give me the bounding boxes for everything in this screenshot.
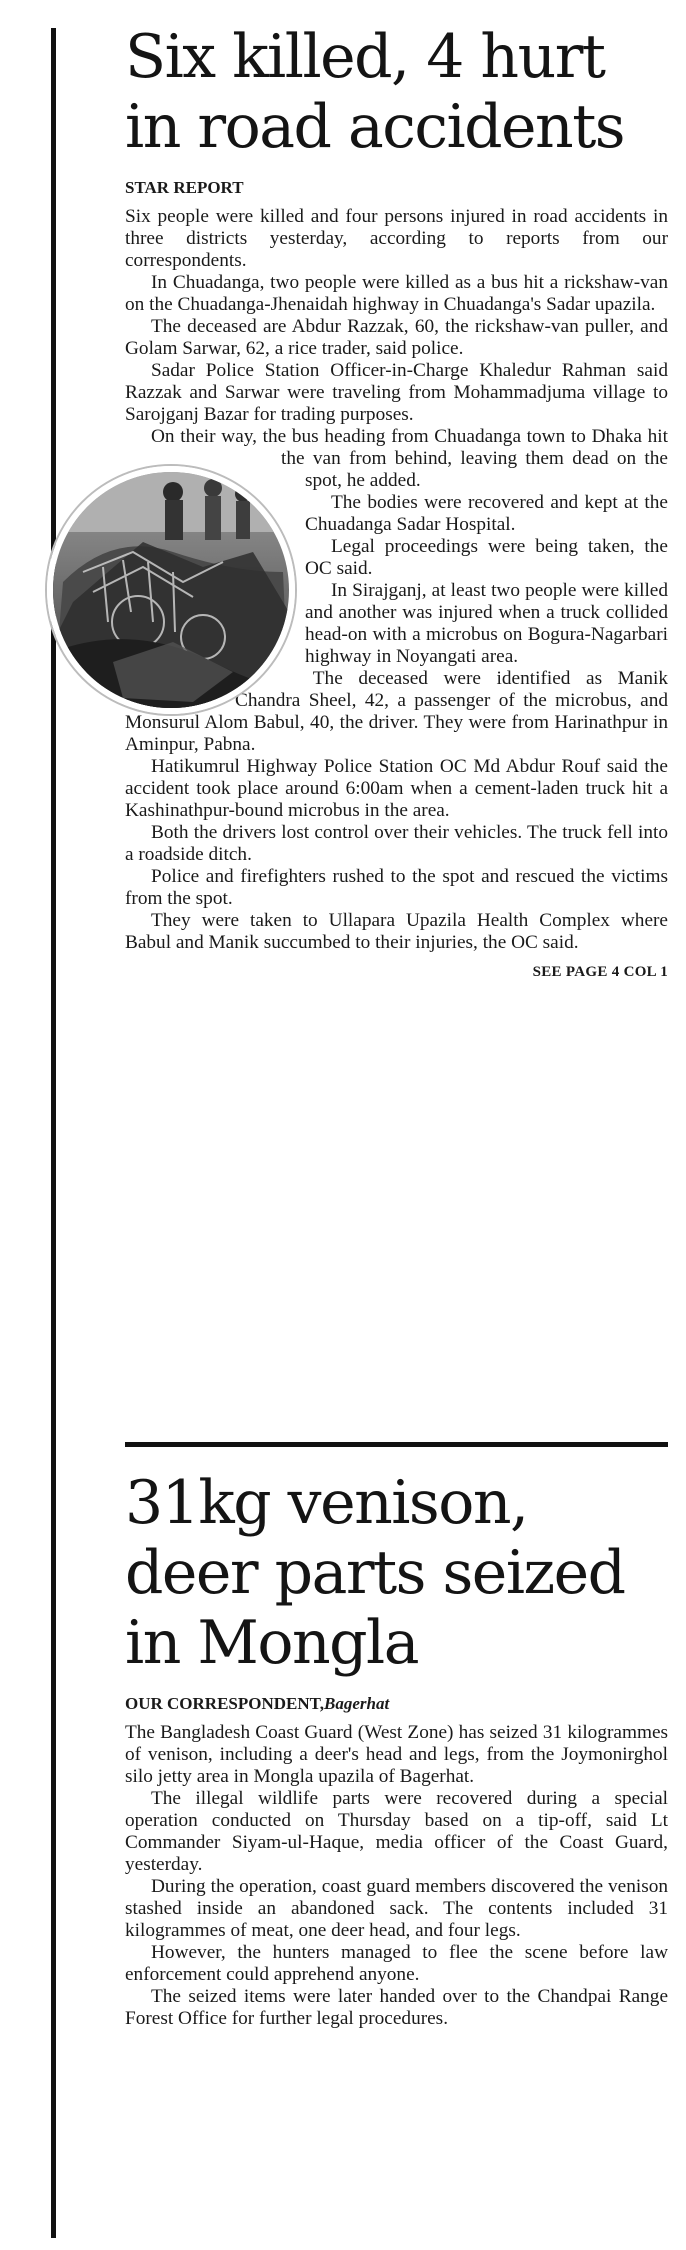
headline-line: deer parts seized	[125, 1538, 625, 1608]
paragraph: Police and firefighters rushed to the spot and rescued the victims from the spot.	[125, 866, 668, 909]
paragraph: In Chuadanga, two people were killed as a bus hit a rickshaw-van on the Chuadanga-Jhenaidah highway in Chuadanga's Sadar upazila.	[125, 272, 668, 315]
article-body-venison	[125, 1722, 668, 2030]
byline-correspondent	[125, 1694, 668, 1714]
paragraph: The deceased are Abdur Razzak, 60, the rickshaw-van puller, and Golam Sarwar, 62, a rice trader, said police.	[125, 316, 668, 359]
paragraph: Both the drivers lost control over their vehicles. The truck fell into a roadside ditch.	[125, 822, 668, 865]
byline-place: Bagerhat	[323, 1694, 390, 1713]
headline-line: in Mongla	[125, 1608, 418, 1678]
paragraph: Hatikumrul Highway Police Station OC Md Abdur Rouf said the accident took place around 6:00am when a cement-laden truck hit a Kashinathpur-bound microbus in the area.	[125, 756, 668, 821]
paragraph: They were taken to Ullapara Upazila Health Complex where Babul and Manik succumbed to their injuries, the OC said.	[125, 910, 668, 953]
paragraph: Sadar Police Station Officer-in-Charge Khaledur Rahman said Razzak and Sarwar were traveling from Mohammadjuma village to Sarojganj Bazar for trading purposes.	[125, 360, 668, 425]
paragraph: However, the hunters managed to flee the scene before law enforcement could apprehend anyone.	[125, 1942, 668, 1985]
paragraph: Six people were killed and four persons injured in road accidents in three districts yesterday, according to reports from our correspondents.	[125, 206, 668, 271]
byline-star-report: STAR REPORT	[125, 178, 244, 197]
story-accidents	[125, 22, 668, 981]
headline-venison	[125, 1468, 668, 1678]
paragraph: In Sirajganj, at least two people were killed and another was injured when a truck collided head-on with a microbus on Bogura-Nagarbari highway in Noyangati area.	[305, 580, 668, 667]
paragraph: The seized items were later handed over to the Chandpai Range Forest Office for further legal procedures.	[125, 1986, 668, 2029]
paragraph: Legal proceedings were being taken, the OC said.	[305, 536, 668, 579]
byline-name: OUR CORRESPONDENT,	[125, 1694, 324, 1713]
wrecked-rickshaw-van-photo	[47, 466, 295, 714]
paragraph: The illegal wildlife parts were recovered during a special operation conducted on Thursday based on a tip-off, said Lt Commander Siyam-ul-Haque, media officer of the Coast Guard, yesterday.	[125, 1788, 668, 1875]
story-venison	[125, 1468, 668, 2030]
headline-line: 31kg venison,	[125, 1468, 528, 1538]
article-body-accidents	[125, 206, 668, 954]
paragraph: The bodies were recovered and kept at the Chuadanga Sadar Hospital.	[305, 492, 668, 535]
paragraph: On their way, the bus heading from Chuadanga town to Dhaka hit the van from behind, leaving them dead on the spot, he added.	[151, 426, 668, 491]
accident-photo-wrapper	[47, 466, 297, 716]
story-divider-rule	[125, 1442, 668, 1447]
paragraph: The deceased were identified as Manik Chandra Sheel, 42, a passenger of the microbus, and Monsurul Alom Babul, 40, the driver. They were from Harinathpur in Aminpur, Pabna.	[125, 668, 668, 755]
paragraph: The Bangladesh Coast Guard (West Zone) has seized 31 kilogrammes of venison, including a deer's head and legs, from the Joymonirghol silo jetty area in Mongla upazila of Bagerhat.	[125, 1722, 668, 1787]
jump-line: SEE PAGE 4 COL 1	[532, 964, 668, 980]
column-rule-left	[51, 28, 56, 2238]
headline-line: in road accidents	[125, 92, 625, 162]
headline-line: Six killed, 4 hurt	[125, 22, 605, 92]
paragraph: During the operation, coast guard members discovered the venison stashed inside an abandoned sack. The contents included 31 kilogrammes of meat, one deer head, and four legs.	[125, 1876, 668, 1941]
headline-accidents	[125, 22, 668, 162]
